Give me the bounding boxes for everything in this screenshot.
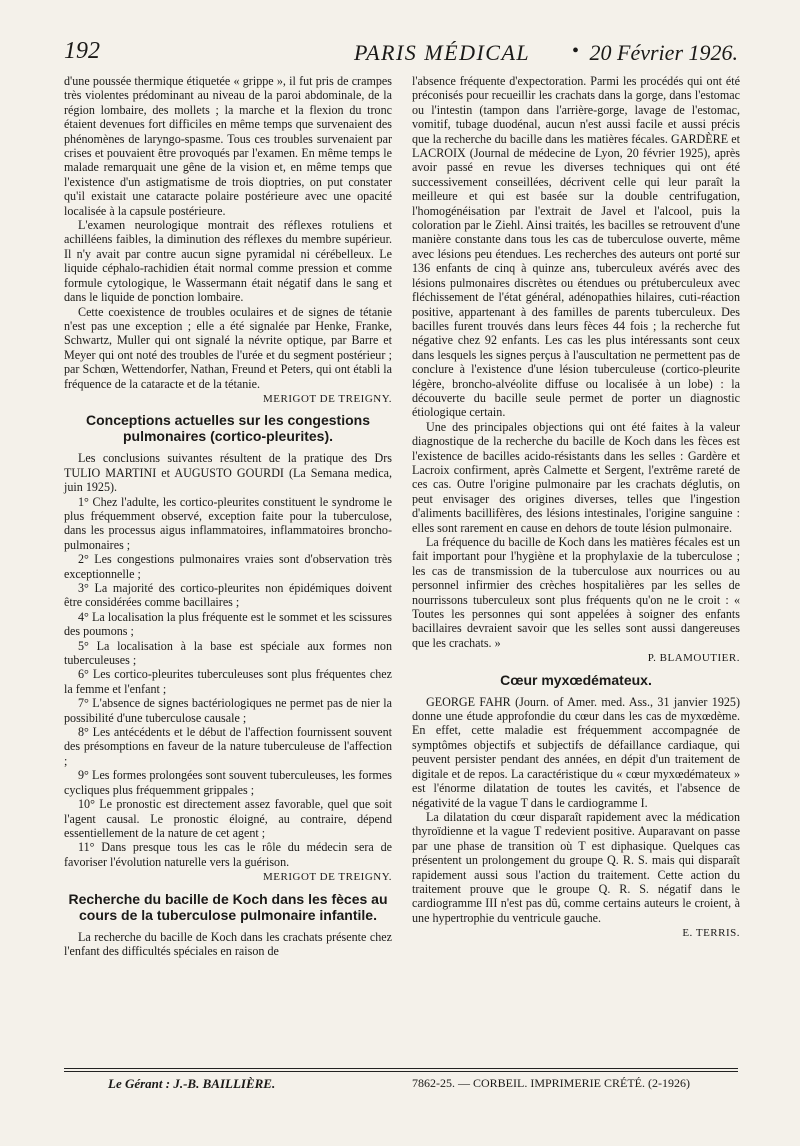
list-item: 11° Dans presque tous les cas le rôle du médecin sera de favoriser l'évolution naturelle vers la guérison. bbox=[64, 840, 392, 869]
article-title: Recherche du bacille de Koch dans les fèces au cours de la tuberculose pulmonaire infantile. bbox=[68, 890, 388, 923]
paragraph: l'absence fréquente d'expectoration. Parmi les procédés qui ont été préconisés pour recueillir les crachats dans la gorge, dans l'estomac ou l'intestin (tampon dans l'arrière-gorge, lavage de l'estomac, vomitif, tubage duodénal, aucun n'est aussi facile et aussi précis que la recherche du bacille dans les matières fécales. GARDÈRE et LACROIX (Journal de médecine de Lyon, 20 février 1925), après avoir passé en revue les diverses techniques qui ont été successivement conseillées, décrivent celle qui leur paraît la meilleure et qui est basée sur la double centrifugation, l'homogénéisation par l'extrait de Javel et l'alcool, puis la coloration par le Ziehl. Ainsi traités, les bacilles se retrouvent d'une manière constante dans tous les cas de tuberculose ouverte, même avec lésions peu étendues. Les recherches des auteurs ont porté sur 136 enfants de cinq à quinze ans, tuberculeux avérés avec des lésions pulmonaires discrètes ou étendues ou prétuberculeux avec fléchissement de l'état général, adénopathies hilaires, cuti-réaction positive, appartenant à des familles de parents tuberculeux. Des bacilles furent trouvés dans leurs fèces 44 fois ; la recherche fut négative chez 92 enfants. Les cas les plus intéressants sont ceux dans lesquels les signes perçus à l'auscultation ne permettent pas de conclure à l'existence d'une lésion tuberculeuse (cortico-pleurite légère, broncho-alvéolite diffuse ou localisée à un lobe) : la découverte du bacille seule permet de porter un diagnostic étiologique certain. bbox=[412, 74, 740, 420]
paragraph: d'une poussée thermique étiquetée « grippe », il fut pris de crampes très violentes prédominant au niveau de la paroi abdominale, de la région lombaire, des mollets ; la marche et la flexion du tronc étaient devenues fort difficiles en même temps que survenaient des phénomènes de laryngo-spasme. Tous ces troubles survenaient par crises et pouvaient être provoqués par l'examen. En même temps le malade remarquait une gêne de la vision et, en même temps que l'existence d'un astigmatisme de trois dioptries, on put constater qu'il existait une cataracte polaire postérieure avec une opacité localisée à la capsule postérieure. bbox=[64, 74, 392, 218]
paragraph: Une des principales objections qui ont été faites à la valeur diagnostique de la recherche du bacille de Koch dans les fèces est l'existence de bacilles acido-résistants dans les selles : Gardère et Lacroix confirment, après Calmette et Sergent, l'extrême rareté de ces cas. Outre l'origine pulmonaire par les crachats déglutis, on peut envisager des origines diverses, telles que l'ingestion d'aliments bacillifères, des lésions intestinales, l'origine sanguine : elles sont rarement en cause en dehors de toute lésion pulmonaire. bbox=[412, 419, 740, 535]
list-item: 3° La majorité des cortico-pleurites non épidémiques doivent être considérées comme bacillaires ; bbox=[64, 581, 392, 610]
article-title: Conceptions actuelles sur les congestions pulmonaires (cortico-pleurites). bbox=[86, 412, 370, 445]
author-signature: P. BLAMOUTIER. bbox=[647, 652, 740, 665]
list-item: 9° Les formes prolongées sont souvent tuberculeuses, les formes cycliques plus fréquemment grippales ; bbox=[64, 768, 392, 797]
list-item: 6° Les cortico-pleurites tuberculeuses sont plus fréquentes chez la femme et l'enfant ; bbox=[64, 667, 392, 696]
page-number: 192 bbox=[64, 38, 100, 64]
journal-title: PARIS MÉDICAL bbox=[354, 40, 531, 65]
header-separator: • bbox=[572, 40, 580, 62]
list-item: 5° La localisation à la base est spéciale aux formes non tuberculeuses ; bbox=[64, 638, 392, 668]
paragraph: GEORGE FAHR (Journ. of Amer. med. Ass., 31 janvier 1925) donne une étude approfondie du cœur dans les cas de myxœdème. En effet, cette maladie est fréquemment accompagnée de symptômes objectifs et subjectifs de défaillance cardiaque, qui peuvent persister pendant des années, en dépit d'un traitement de digitale et de repos. La caractéristique du « cœur myxœdémateux » est l'énorme dilatation de toutes les cavités, et l'absence de négativité de la vague T dans le cardiogramme I. bbox=[412, 694, 740, 810]
list-item: 10° Le pronostic est directement assez favorable, quel que soit l'agent causal. Le pronostic éloigné, au contraire, dépend essentiellement de la nature de cet agent ; bbox=[64, 797, 392, 840]
paragraph: Cette coexistence de troubles oculaires et de signes de tétanie n'est pas une exception ; elle a été signalée par Henke, Franke, Schwartz, Muller qui ont signalé la névrite optique, par Barre et Meyer qui ont noté des troubles de l'urée et du segment postérieur ; par Schœn, Wettendorfer, Nathan, Freund et Peters, qui ont établi la fréquence de la cataracte et de la tétanie. bbox=[64, 304, 392, 391]
footer-manager: Le Gérant : J.-B. BAILLIÈRE. bbox=[108, 1076, 276, 1091]
list-item: 8° Les antécédents et le début de l'affection fournissent souvent des présomptions en faveur de la nature tuberculeuse de l'affection ; bbox=[64, 725, 392, 768]
list-item: 1° Chez l'adulte, les cortico-pleurites constituent le syndrome le plus fréquemment observé, exception faite pour la tuberculose, dans les processus aigus inflammatoires, inflammatoires broncho-pulmonaires ; bbox=[64, 494, 392, 552]
footer-rule-thin bbox=[64, 1071, 738, 1072]
left-column bbox=[64, 74, 392, 958]
article-title: Cœur myxœdémateux. bbox=[500, 671, 652, 688]
list-item: 7° L'absence de signes bactériologiques ne permet pas de nier la possibilité d'une tuberculose causale ; bbox=[64, 696, 392, 725]
paragraph: La recherche du bacille de Koch dans les crachats présente chez l'enfant des difficultés spéciales en raison de bbox=[64, 929, 392, 958]
footer-printer: 7862-25. — CORBEIL. IMPRIMERIE CRÉTÉ. (2-1926) bbox=[412, 1076, 690, 1090]
author-signature: MERIGOT DE TREIGNY. bbox=[263, 871, 392, 884]
author-signature: MERIGOT DE TREIGNY. bbox=[263, 392, 392, 405]
paragraph: La dilatation du cœur disparaît rapidement avec la médication thyroïdienne et la vague T redevient positive. Auparavant on passe par une phase de transition où T est diphasique. Quelques cas présentent un prolongement du groupe Q. R. S. mais qui disparaît rapidement aussi sous l'action du traitement. Cette action du traitement prouve que le groupe Q. R. S. négatif dans le cardiogramme III n'est pas dû, comme certains auteurs le croient, à une hypertrophie du ventricule gauche. bbox=[412, 809, 740, 925]
list-item: 4° La localisation la plus fréquente est le sommet et les scissures des poumons ; bbox=[64, 609, 392, 639]
list-item: 2° Les congestions pulmonaires vraies sont d'observation très exceptionnelle ; bbox=[64, 552, 392, 581]
author-signature: E. TERRIS. bbox=[682, 927, 740, 940]
paragraph: La fréquence du bacille de Koch dans les matières fécales est un fait important pour l'hygiène et la prophylaxie de la tuberculose ; les cas de transmission de la tuberculose aux nourrices ou au personnel infirmier des crèches hospitalières par les selles de nourrissons tuberculeux sont plus fréquents qu'on ne le croit : « Toutes les personnes qui sont appelées à soigner des enfants bacillaires devraient savoir que les selles sont aussi dangereuses que les crachats. » bbox=[412, 535, 740, 650]
page-header bbox=[64, 38, 738, 68]
paragraph: L'examen neurologique montrait des réflexes rotuliens et achilléens faibles, la diminution des réflexes du membre supérieur. Il n'y avait par contre aucun signe pyramidal ni cérébelleux. Le liquide céphalo-rachidien était normal comme pression et comme formule cytologique, le Wassermann était négatif dans le sang et dans le liquide de ponction lombaire. bbox=[64, 218, 392, 305]
paragraph: Les conclusions suivantes résultent de la pratique des Drs TULIO MARTINI et AUGUSTO GOURDI (La Semana medica, juin 1925). bbox=[64, 451, 392, 495]
right-column bbox=[412, 74, 740, 943]
footer-rule bbox=[64, 1068, 738, 1069]
issue-date: 20 Février 1926. bbox=[589, 40, 738, 65]
